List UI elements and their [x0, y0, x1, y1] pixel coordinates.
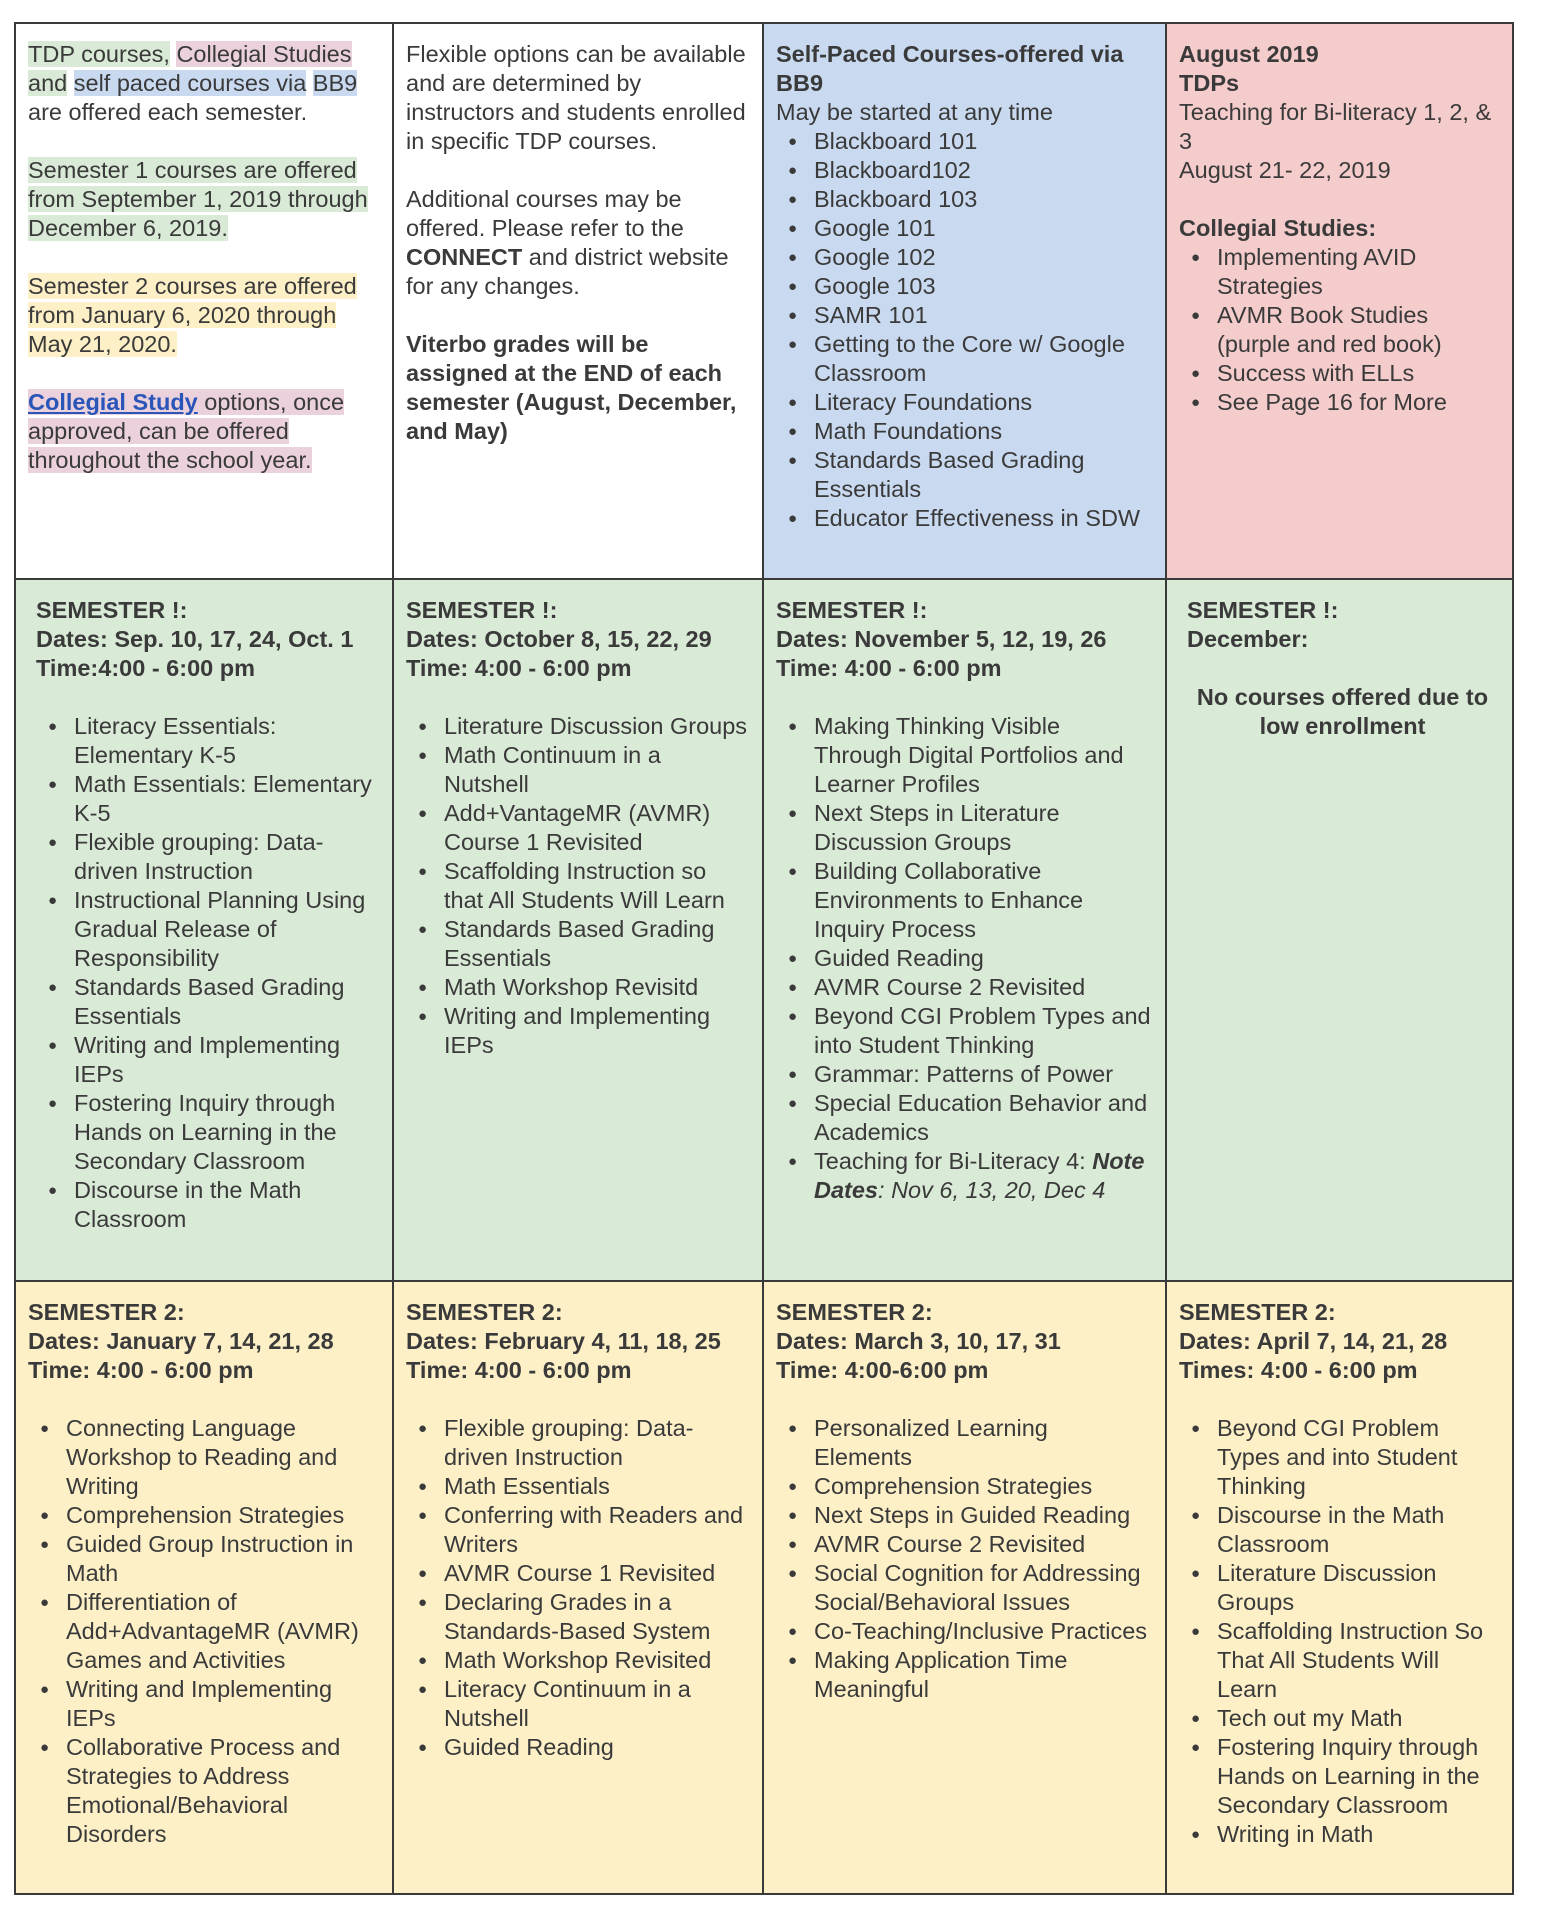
- semester-dates: Dates: April 7, 14, 21, 28: [1179, 1328, 1448, 1354]
- semester-time: Times: 4:00 - 6:00 pm: [1179, 1357, 1418, 1383]
- list-item: ● Grammar: Patterns of Power: [776, 1060, 1151, 1089]
- semester-dates: Dates: February 4, 11, 18, 25: [406, 1328, 721, 1354]
- no-courses-note: No courses offered due to low enrollment: [1196, 684, 1489, 739]
- list-item: ● Guided Reading: [776, 944, 1151, 973]
- semester-time: Time: 4:00 - 6:00 pm: [406, 655, 632, 681]
- list-item: ● AVMR Course 2 Revisited: [776, 973, 1151, 1002]
- cell-sem1-december: [1167, 580, 1512, 1282]
- collegial-list: [1179, 243, 1498, 417]
- list-item: ● Google 103: [776, 272, 1151, 301]
- list-item: ● Discourse in the Math Classroom: [36, 1176, 378, 1234]
- self-paced-list: [776, 127, 1151, 533]
- self-paced-highlight: self paced courses via: [73, 70, 307, 96]
- list-item: ● Collaborative Process and Strategies to Address Emotional/Behavioral Disorders: [28, 1733, 378, 1849]
- additional-courses-paragraph: Additional courses may be offered. Please refer to the CONNECT and district website for any changes.: [406, 186, 729, 299]
- list-item: ● AVMR Course 1 Revisited: [406, 1559, 748, 1588]
- overview-paragraph: [28, 40, 378, 127]
- list-item: ● Literacy Foundations: [776, 388, 1151, 417]
- overview-text: are offered each semester.: [28, 99, 308, 125]
- course-list: [28, 1414, 378, 1849]
- list-item: ● Flexible grouping: Data-driven Instruction: [36, 828, 378, 886]
- cell-sem2-april: [1167, 1282, 1512, 1893]
- list-item: ● Differentiation of Add+AdvantageMR (AVMR) Games and Activities: [28, 1588, 378, 1675]
- list-item: ● Add+VantageMR (AVMR) Course 1 Revisited: [406, 799, 748, 857]
- list-item: ● Math Workshop Revisited: [406, 1646, 748, 1675]
- list-item: ● Next Steps in Guided Reading: [776, 1501, 1151, 1530]
- list-item: ● Guided Group Instruction in Math: [28, 1530, 378, 1588]
- list-item: ● Math Workshop Revisitd: [406, 973, 748, 1002]
- list-item: ● Writing in Math: [1179, 1820, 1498, 1849]
- august-title: August 2019: [1179, 41, 1319, 67]
- list-item: ● AVMR Course 2 Revisited: [776, 1530, 1151, 1559]
- list-item: ● Conferring with Readers and Writers: [406, 1501, 748, 1559]
- list-item: ● Standards Based Grading Essentials: [406, 915, 748, 973]
- semester-heading: SEMESTER !:: [36, 597, 188, 623]
- semester-time: Time: 4:00-6:00 pm: [776, 1357, 989, 1383]
- cell-self-paced: [764, 24, 1167, 580]
- semester-dates: Dates: March 3, 10, 17, 31: [776, 1328, 1061, 1354]
- august-dates: August 21- 22, 2019: [1179, 157, 1391, 183]
- semester-time: Time: 4:00 - 6:00 pm: [28, 1357, 254, 1383]
- list-item: ● Math Foundations: [776, 417, 1151, 446]
- flexible-paragraph: Flexible options can be available and are determined by instructors and students enrolled in specific TDP courses.: [406, 41, 746, 154]
- list-item: ● Discourse in the Math Classroom: [1179, 1501, 1498, 1559]
- semester-dates: Dates: October 8, 15, 22, 29: [406, 626, 712, 652]
- semester-dates: Dates: Sep. 10, 17, 24, Oct. 1: [36, 626, 354, 652]
- list-item: ● Personalized Learning Elements: [776, 1414, 1151, 1472]
- list-item: ● Getting to the Core w/ Google Classroom: [776, 330, 1151, 388]
- semester-heading: SEMESTER !:: [406, 597, 558, 623]
- list-item: ● Writing and Implementing IEPs: [36, 1031, 378, 1089]
- semester-time: Time: 4:00 - 6:00 pm: [776, 655, 1002, 681]
- list-item: ● Social Cognition for Addressing Social/Behavioral Issues: [776, 1559, 1151, 1617]
- course-list: [1179, 1414, 1498, 1849]
- semester-heading: SEMESTER 2:: [28, 1299, 185, 1325]
- collegial-studies-title: Collegial Studies:: [1179, 215, 1377, 241]
- list-item: ● SAMR 101: [776, 301, 1151, 330]
- bb9-highlight: BB9: [312, 70, 358, 96]
- list-item: ● Math Essentials: Elementary K-5: [36, 770, 378, 828]
- semester1-note: Semester 1 courses are offered from September 1, 2019 through December 6, 2019.: [28, 157, 368, 241]
- list-item: ● Fostering Inquiry through Hands on Learning in the Secondary Classroom: [1179, 1733, 1498, 1820]
- list-item: ● Connecting Language Workshop to Reading and Writing: [28, 1414, 378, 1501]
- semester-time: Time:4:00 - 6:00 pm: [36, 655, 255, 681]
- semester-time: Time: 4:00 - 6:00 pm: [406, 1357, 632, 1383]
- cell-sem2-february: [394, 1282, 764, 1893]
- list-item: ● Blackboard 103: [776, 185, 1151, 214]
- list-item: ● Google 102: [776, 243, 1151, 272]
- collegial-highlight: Collegial Studies: [176, 41, 352, 67]
- course-schedule-table: [14, 22, 1514, 1895]
- list-item: ● Making Application Time Meaningful: [776, 1646, 1151, 1704]
- cell-sem2-march: [764, 1282, 1167, 1893]
- list-item: ● Scaffolding Instruction So That All Students Will Learn: [1179, 1617, 1498, 1704]
- list-item: ● Teaching for Bi-Literacy 4: Note Dates: Nov 6, 13, 20, Dec 4: [776, 1147, 1151, 1205]
- cell-sem1-october: [394, 580, 764, 1282]
- list-item: ● Building Collaborative Environments to Enhance Inquiry Process: [776, 857, 1151, 944]
- list-item: ● Standards Based Grading Essentials: [776, 446, 1151, 504]
- semester-dates: Dates: November 5, 12, 19, 26: [776, 626, 1107, 652]
- list-item: ● Writing and Implementing IEPs: [28, 1675, 378, 1733]
- course-list: [776, 1414, 1151, 1704]
- semester-dates: December:: [1187, 626, 1309, 652]
- course-list: [406, 712, 748, 1060]
- collegial-study-link[interactable]: Collegial Study: [28, 389, 198, 415]
- semester2-note: Semester 2 courses are offered from January 6, 2020 through May 21, 2020.: [28, 273, 357, 357]
- list-item: ● Implementing AVID Strategies: [1179, 243, 1498, 301]
- course-list: [36, 712, 378, 1234]
- list-item: ● Fostering Inquiry through Hands on Learning in the Secondary Classroom: [36, 1089, 378, 1176]
- list-item: ● Standards Based Grading Essentials: [36, 973, 378, 1031]
- list-item: ● Co-Teaching/Inclusive Practices: [776, 1617, 1151, 1646]
- list-item: ● Literature Discussion Groups: [1179, 1559, 1498, 1617]
- note-dates-label: Note Dates: [814, 1148, 1145, 1203]
- connect-label: CONNECT: [406, 244, 523, 270]
- list-item: ● Flexible grouping: Data-driven Instruction: [406, 1414, 748, 1472]
- cell-august-tdps: [1167, 24, 1512, 580]
- tdp-highlight: TDP courses,: [28, 41, 170, 67]
- course-list: [406, 1414, 748, 1762]
- list-item: ● See Page 16 for More: [1179, 388, 1498, 417]
- list-item: ● Instructional Planning Using Gradual Release of Responsibility: [36, 886, 378, 973]
- list-item: ● Literacy Continuum in a Nutshell: [406, 1675, 748, 1733]
- list-item: ● Beyond CGI Problem Types and into Student Thinking: [1179, 1414, 1498, 1501]
- list-item: ● Comprehension Strategies: [776, 1472, 1151, 1501]
- and-highlight: and: [28, 70, 68, 96]
- list-item: ● Comprehension Strategies: [28, 1501, 378, 1530]
- list-item: ● Google 101: [776, 214, 1151, 243]
- semester-heading: SEMESTER 2:: [1179, 1299, 1336, 1325]
- list-item: ● Beyond CGI Problem Types and into Student Thinking: [776, 1002, 1151, 1060]
- list-item: ● Literacy Essentials: Elementary K-5: [36, 712, 378, 770]
- cell-overview: [16, 24, 394, 580]
- list-item: ● Declaring Grades in a Standards-Based System: [406, 1588, 748, 1646]
- list-item: ● Guided Reading: [406, 1733, 748, 1762]
- semester-heading: SEMESTER !:: [776, 597, 928, 623]
- collegial-note: Collegial Study options, once approved, can be offered throughout the school year.: [28, 389, 345, 473]
- course-list: [776, 712, 1151, 1205]
- viterbo-grades-note: Viterbo grades will be assigned at the END of each semester (August, December, and May): [406, 331, 737, 444]
- semester-dates: Dates: January 7, 14, 21, 28: [28, 1328, 334, 1354]
- cell-sem1-september: [16, 580, 394, 1282]
- self-paced-subtitle: May be started at any time: [776, 99, 1053, 125]
- cell-sem1-november: [764, 580, 1167, 1282]
- cell-flexible-options: [394, 24, 764, 580]
- cell-sem2-january: [16, 1282, 394, 1893]
- list-item: ● AVMR Book Studies (purple and red book): [1179, 301, 1498, 359]
- list-item: ● Math Essentials: [406, 1472, 748, 1501]
- list-item: ● Educator Effectiveness in SDW: [776, 504, 1151, 533]
- list-item: ● Literature Discussion Groups: [406, 712, 748, 741]
- semester-heading: SEMESTER 2:: [406, 1299, 563, 1325]
- list-item: ● Math Continuum in a Nutshell: [406, 741, 748, 799]
- list-item: ● Blackboard102: [776, 156, 1151, 185]
- list-item: ● Scaffolding Instruction so that All Students Will Learn: [406, 857, 748, 915]
- list-item: ● Making Thinking Visible Through Digital Portfolios and Learner Profiles: [776, 712, 1151, 799]
- biliteracy-line: Teaching for Bi-literacy 1, 2, & 3: [1179, 99, 1492, 154]
- list-item: ● Tech out my Math: [1179, 1704, 1498, 1733]
- list-item: ● Blackboard 101: [776, 127, 1151, 156]
- self-paced-title: Self-Paced Courses-offered via BB9: [776, 41, 1124, 96]
- semester-heading: SEMESTER !:: [1187, 597, 1339, 623]
- list-item: ● Success with ELLs: [1179, 359, 1498, 388]
- semester-heading: SEMESTER 2:: [776, 1299, 933, 1325]
- list-item: ● Next Steps in Literature Discussion Groups: [776, 799, 1151, 857]
- list-item: ● Writing and Implementing IEPs: [406, 1002, 748, 1060]
- tdps-title: TDPs: [1179, 70, 1240, 96]
- list-item: ● Special Education Behavior and Academics: [776, 1089, 1151, 1147]
